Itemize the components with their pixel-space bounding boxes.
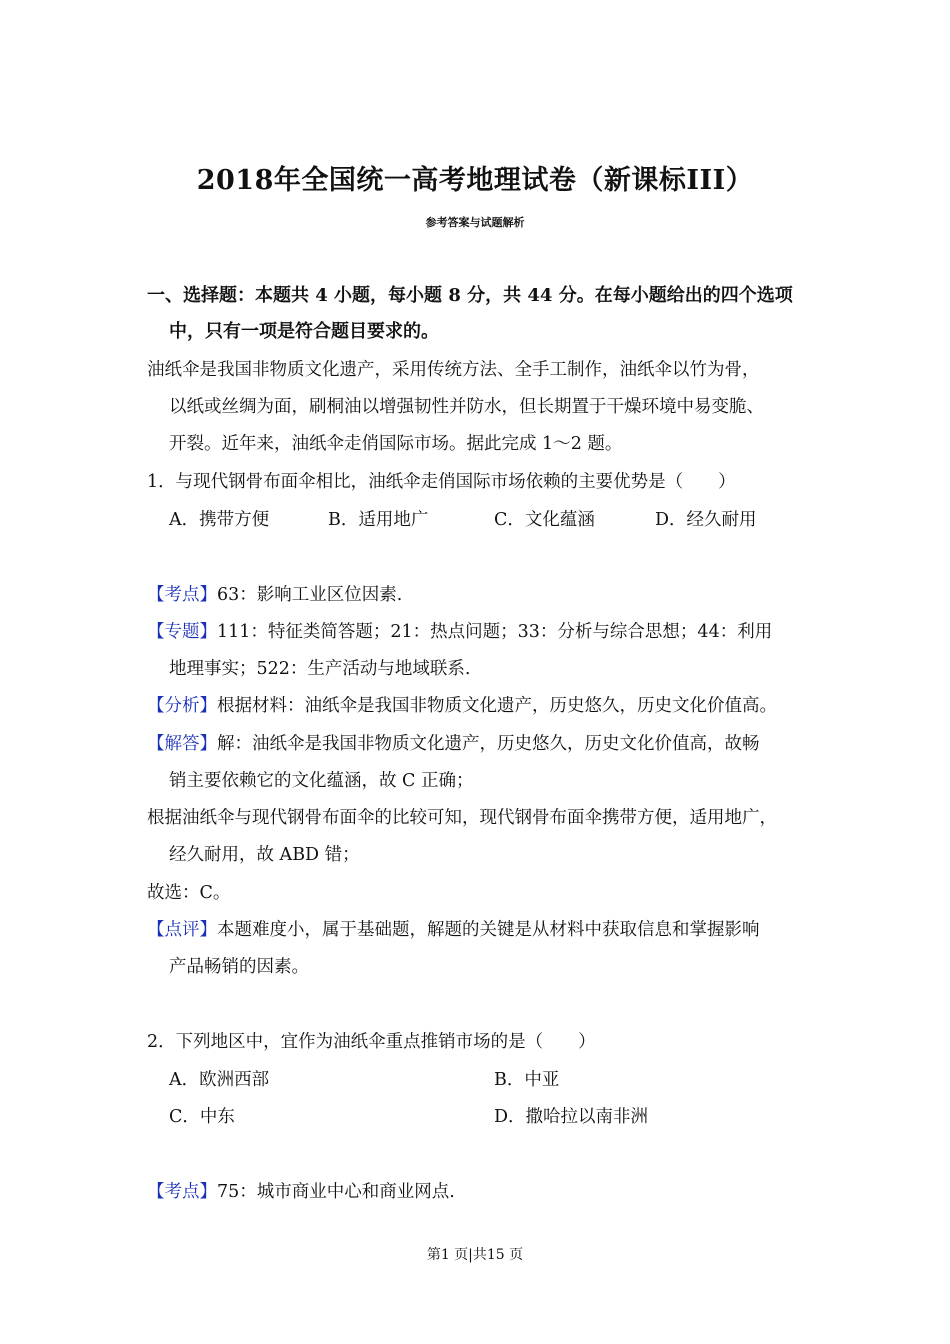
question-1-option-d: D．经久耐用 xyxy=(655,510,757,530)
zhuanti-text: 111：特征类简答题；21：热点问题；33：分析与综合思想；44：利用 xyxy=(217,622,773,642)
answer-1-jieda-line2: 销主要依赖它的文化蕴涵，故 C 正确； xyxy=(169,771,474,791)
question-2-option-c: C．中东 xyxy=(169,1107,235,1127)
question-2-option-d: D．撒哈拉以南非洲 xyxy=(494,1107,649,1127)
answer-2-kaodian xyxy=(147,1180,455,1204)
dianping-text: 本题难度小，属于基础题，解题的关键是从材料中获取信息和掌握影响 xyxy=(217,920,760,940)
kaodian-text: 63：影响工业区位因素. xyxy=(217,585,403,605)
answer-1-fenxi xyxy=(147,694,777,718)
page-footer: 第1 页|共15 页 xyxy=(426,1247,524,1263)
fenxi-tag: 【分析】 xyxy=(147,696,217,716)
passage-line1: 油纸伞是我国非物质文化遗产，采用传统方法、全手工制作，油纸伞以竹为骨， xyxy=(147,360,760,380)
question-2-stem: 2．下列地区中，宜作为油纸伞重点推销市场的是（ ） xyxy=(147,1032,596,1052)
passage-line2: 以纸或丝绸为面，刷桐油以增强韧性并防水，但长期置于干燥环境中易变脆、 xyxy=(169,397,764,417)
answer-1-zhuanti-line2: 地理事实；522：生产活动与地域联系. xyxy=(169,659,471,679)
zhuanti-tag: 【专题】 xyxy=(147,622,217,642)
page-title: 2018年全国统一高考地理试卷（新课标III） xyxy=(196,165,754,196)
jieda-text: 解：油纸伞是我国非物质文化遗产，历史悠久，历史文化价值高，故畅 xyxy=(217,734,760,754)
question-2-option-a: A．欧洲西部 xyxy=(169,1070,270,1090)
answer-1-compare-line2: 经久耐用，故 ABD 错； xyxy=(169,845,360,865)
answer-1-dianping-line2: 产品畅销的因素。 xyxy=(169,957,309,977)
question-2-option-b: B．中亚 xyxy=(494,1070,560,1090)
answer-1-jieda xyxy=(147,732,760,756)
kaodian-2-text: 75：城市商业中心和商业网点. xyxy=(217,1182,455,1202)
question-1-stem: 1．与现代钢骨布面伞相比，油纸伞走俏国际市场依赖的主要优势是（ ） xyxy=(147,472,736,492)
answer-1-choice: 故选：C。 xyxy=(147,883,231,903)
dianping-tag: 【点评】 xyxy=(147,920,217,940)
answer-1-compare-line1: 根据油纸伞与现代钢骨布面伞的比较可知，现代钢骨布面伞携带方便，适用地广， xyxy=(147,808,777,828)
section-heading-line1: 一、选择题：本题共 4 小题，每小题 8 分，共 44 分。在每小题给出的四个选项 xyxy=(147,285,793,306)
answer-1-dianping xyxy=(147,918,760,942)
question-1-option-b: B．适用地广 xyxy=(328,510,429,530)
passage-line3: 开裂。近年来，油纸伞走俏国际市场。据此完成 1～2 题。 xyxy=(169,434,623,454)
section-heading-line2: 中，只有一项是符合题目要求的。 xyxy=(169,321,439,342)
question-1-option-a: A．携带方便 xyxy=(169,510,270,530)
answer-1-kaodian xyxy=(147,583,402,607)
kaodian-tag: 【考点】 xyxy=(147,585,217,605)
page-subtitle: 参考答案与试题解析 xyxy=(425,216,525,229)
question-1-option-c: C．文化蕴涵 xyxy=(494,510,595,530)
kaodian-2-tag: 【考点】 xyxy=(147,1182,217,1202)
fenxi-text: 根据材料：油纸伞是我国非物质文化遗产，历史悠久，历史文化价值高。 xyxy=(217,696,777,716)
jieda-tag: 【解答】 xyxy=(147,734,217,754)
answer-1-zhuanti xyxy=(147,620,772,644)
